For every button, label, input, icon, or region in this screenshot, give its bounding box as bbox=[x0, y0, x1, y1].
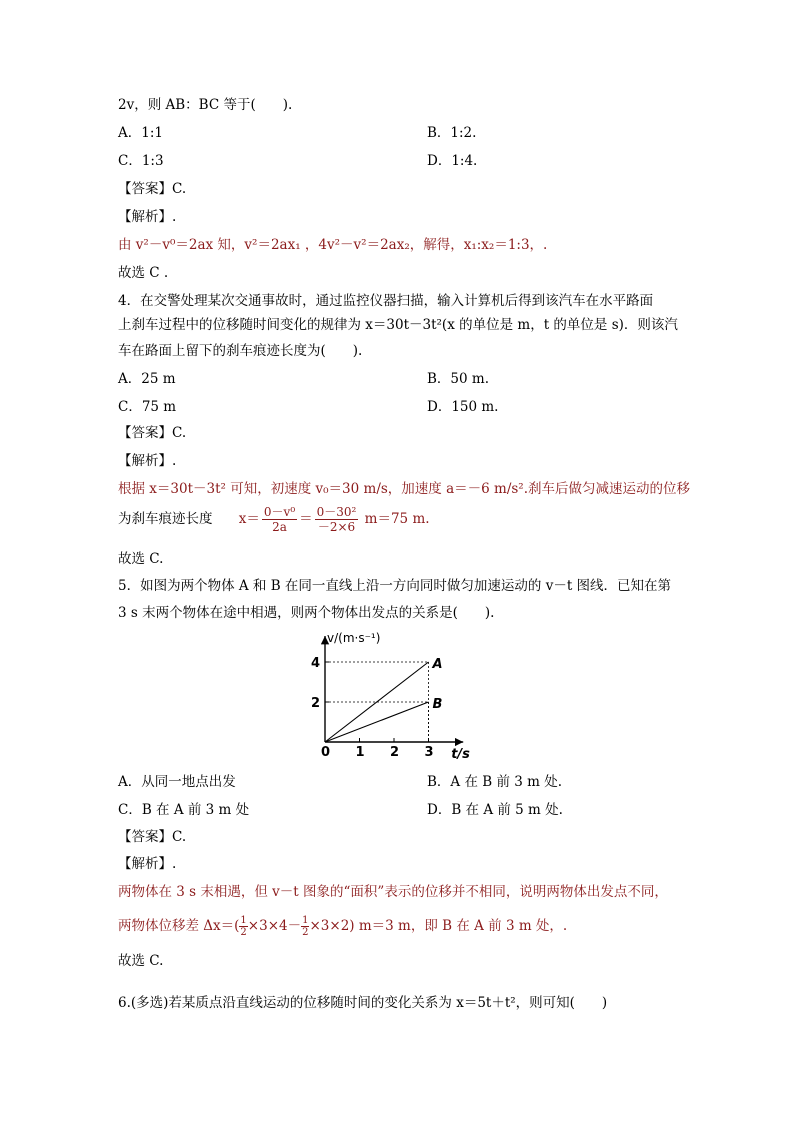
q4-stem-line-3: 车在路面上留下的刹车痕迹长度为( ). bbox=[118, 343, 363, 359]
q3-option-a: A．1:1 bbox=[118, 125, 163, 141]
q4-option-d: D．150 m. bbox=[427, 399, 499, 415]
q3-answer: 【答案】C. bbox=[118, 181, 187, 197]
q4-formula-lhs: x＝ bbox=[238, 511, 260, 527]
q4-fraction-2-numerator: 0－30² bbox=[316, 505, 357, 519]
q5-option-a: A．从同一地点出发 bbox=[118, 774, 236, 790]
q5-analysis-line-2 bbox=[118, 915, 567, 938]
series-line-a bbox=[325, 662, 429, 742]
q4-stem-line-1: 4．在交警处理某次交通事故时，通过监控仪器扫描，输入计算机后得到该汽车在水平路面 bbox=[118, 293, 654, 309]
q4-analysis-line-2-prefix: 为刹车痕迹长度 bbox=[118, 511, 213, 527]
q5-analysis-line-2-mid1: ×3×4－ bbox=[247, 918, 302, 934]
q4-option-a: A．25 m bbox=[118, 371, 176, 387]
series-line-b bbox=[325, 702, 429, 742]
q5-conclusion: 故选 C. bbox=[118, 953, 164, 969]
q4-fraction-1-denominator: 2a bbox=[272, 520, 287, 534]
q3-analysis-text: 由 v²－v⁰＝2ax 知，v²＝2ax₁ ，4v²－v²＝2ax₂，解得，x₁:x₂＝1:3，. bbox=[118, 237, 548, 253]
x-tick-label: 1 bbox=[355, 745, 365, 760]
q5-half-2-denominator: 2 bbox=[302, 927, 309, 938]
q5-analysis-label: 【解析】. bbox=[118, 856, 177, 872]
q4-stem-line-2: 上刹车过程中的位移随时间变化的规律为 x＝30t－3t²(x 的单位是 m，t 的单位是 s)．则该汽 bbox=[118, 317, 678, 333]
q5-half-1-numerator: 1 bbox=[240, 915, 247, 926]
q4-conclusion: 故选 C. bbox=[118, 551, 164, 567]
q4-fraction-1-numerator: 0－v⁰ bbox=[263, 505, 296, 519]
q3-option-b: B．1:2. bbox=[427, 125, 477, 141]
series-label-b: B bbox=[432, 697, 443, 712]
q4-analysis-line-1: 根据 x＝30t－3t² 可知，初速度 v₀＝30 m/s，加速度 a＝－6 m/s².刹车后做匀减速运动的位移 bbox=[118, 481, 691, 497]
q5-half-1-denominator: 2 bbox=[240, 927, 247, 938]
q3-analysis-label: 【解析】. bbox=[118, 209, 177, 225]
q5-option-d: D．B 在 A 前 5 m 处. bbox=[427, 802, 563, 818]
q5-analysis-line-2-prefix: 两物体位移差 Δx＝( bbox=[118, 918, 240, 934]
q4-analysis-label: 【解析】. bbox=[118, 453, 177, 469]
q5-option-c: C．B 在 A 前 3 m 处 bbox=[118, 802, 250, 818]
q5-option-b: B．A 在 B 前 3 m 处. bbox=[427, 774, 563, 790]
series-lines bbox=[325, 662, 429, 742]
y-axis-label: v/(m·s⁻¹) bbox=[327, 631, 381, 645]
x-tick-label: 2 bbox=[390, 745, 400, 760]
x-axis-label: t/s bbox=[451, 747, 470, 762]
q5-half-2-numerator: 1 bbox=[302, 915, 309, 926]
series-label-a: A bbox=[432, 657, 443, 672]
q4-answer: 【答案】C. bbox=[118, 425, 187, 441]
q5-half-fraction-1 bbox=[239, 915, 247, 938]
q5-analysis-line-1: 两物体在 3 s 末相遇，但 v－t 图象的“面积”表示的位移并不相同，说明两物体出发点不同， bbox=[118, 884, 668, 900]
q4-option-c: C．75 m bbox=[118, 399, 177, 415]
q3-option-d: D．1:4. bbox=[427, 153, 478, 169]
y-tick-label: 4 bbox=[311, 656, 321, 671]
q5-answer: 【答案】C. bbox=[118, 829, 187, 845]
q3-option-c: C．1:3 bbox=[118, 153, 164, 169]
q4-fraction-2-denominator: －2×6 bbox=[317, 520, 356, 534]
x-tick-label: 0 bbox=[321, 745, 331, 760]
y-tick-label: 2 bbox=[311, 696, 321, 711]
x-tick-label: 3 bbox=[424, 745, 434, 760]
q5-analysis-line-2-mid2: ×3×2) m＝3 m，即 B 在 A 前 3 m 处，. bbox=[309, 918, 568, 934]
q3-stem-tail: 2v，则 AB：BC 等于( ). bbox=[118, 97, 293, 113]
q6-stem: 6.(多选)若某质点沿直线运动的位移随时间的变化关系为 x＝5t＋t²，则可知( ) bbox=[118, 995, 608, 1011]
vt-graph bbox=[300, 628, 500, 768]
q5-stem-line-2: 3 s 末两个物体在途中相遇，则两个物体出发点的关系是( ). bbox=[118, 605, 495, 621]
q5-stem-line-1: 5．如图为两个物体 A 和 B 在同一直线上沿一方向同时做匀加速运动的 v－t 图线．已知在第 bbox=[118, 578, 672, 594]
q4-analysis-line-2: 为刹车痕迹长度 x＝ $\frac{\text{0－v⁰}}{2a}$ ＝ $\frac{\text{0－30²}}{-2\times 6}$ m＝75 m. bbox=[118, 505, 430, 534]
q4-formula-result: m＝75 m. bbox=[364, 511, 430, 527]
q3-conclusion: 故选 C . bbox=[118, 265, 169, 281]
q4-fraction-1 bbox=[262, 505, 297, 534]
q4-fraction-2 bbox=[315, 505, 359, 534]
q4-option-b: B．50 m. bbox=[427, 371, 489, 387]
